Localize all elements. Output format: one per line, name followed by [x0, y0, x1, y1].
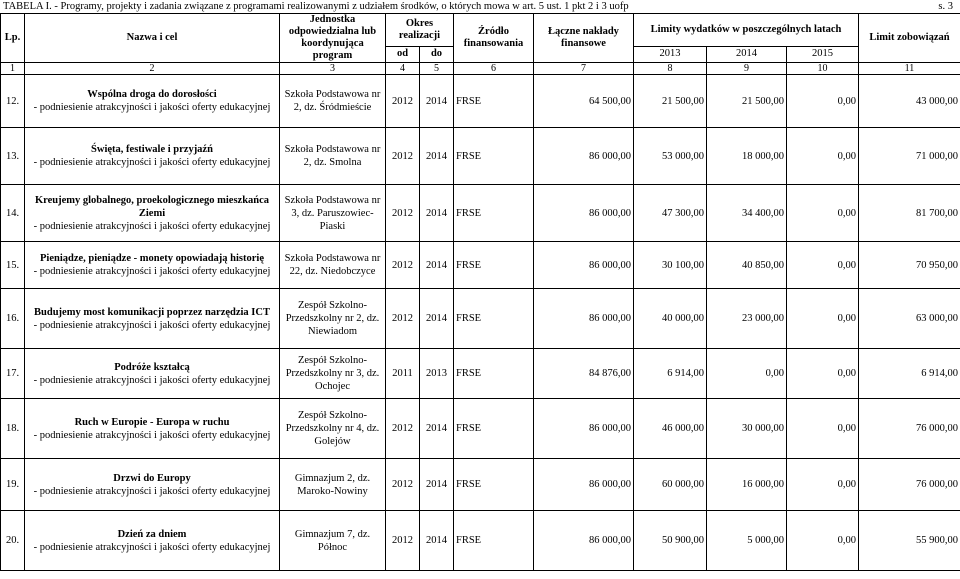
row-to: 2014 [420, 128, 454, 185]
row-limit-2014: 21 500,00 [707, 75, 787, 128]
row-program-purpose: - podniesienie atrakcyjności i jakości oferty edukacyjnej [33, 485, 271, 497]
row-limit-2013: 47 300,00 [634, 185, 707, 242]
row-source: FRSE [454, 289, 534, 349]
row-limit-2015: 0,00 [787, 289, 859, 349]
row-unit: Szkoła Podstawowa nr 22, dz. Niedobczyce [280, 242, 386, 289]
row-to: 2014 [420, 399, 454, 459]
row-to: 2014 [420, 511, 454, 571]
row-program-purpose: - podniesienie atrakcyjności i jakości oferty edukacyjnej [33, 541, 271, 553]
header-lp: Lp. [1, 14, 25, 63]
row-commitment: 6 914,00 [859, 349, 960, 399]
row-program-purpose: - podniesienie atrakcyjności i jakości oferty edukacyjnej [33, 319, 271, 331]
row-lp: 16. [1, 289, 25, 349]
row-limit-2015: 0,00 [787, 511, 859, 571]
header-2013: 2013 [634, 46, 707, 62]
row-limit-2015: 0,00 [787, 128, 859, 185]
row-source: FRSE [454, 75, 534, 128]
row-source: FRSE [454, 399, 534, 459]
row-unit: Gimnazjum 7, dz. Północ [280, 511, 386, 571]
row-source: FRSE [454, 511, 534, 571]
row-limit-2014: 16 000,00 [707, 459, 787, 511]
row-lp: 13. [1, 128, 25, 185]
row-unit: Szkoła Podstawowa nr 2, dz. Smolna [280, 128, 386, 185]
col-number: 7 [534, 63, 634, 75]
col-number: 6 [454, 63, 534, 75]
row-name-cell [25, 511, 280, 571]
row-lp: 19. [1, 459, 25, 511]
col-number: 3 [280, 63, 386, 75]
row-limit-2015: 0,00 [787, 242, 859, 289]
col-number: 2 [25, 63, 280, 75]
row-lp: 18. [1, 399, 25, 459]
row-program-name: Święta, festiwale i przyjaźń [91, 144, 213, 155]
row-to: 2014 [420, 185, 454, 242]
table-row [1, 511, 960, 571]
row-name-cell [25, 349, 280, 399]
header-period: Okres realizacji [386, 14, 454, 47]
row-total: 64 500,00 [534, 75, 634, 128]
header-commitments: Limit zobowiązań [859, 14, 960, 63]
row-total: 86 000,00 [534, 128, 634, 185]
column-numbers-row [1, 63, 960, 75]
table-body [1, 75, 960, 571]
row-commitment: 63 000,00 [859, 289, 960, 349]
row-total: 86 000,00 [534, 289, 634, 349]
row-from: 2012 [386, 75, 420, 128]
row-limit-2015: 0,00 [787, 75, 859, 128]
row-unit: Gimnazjum 2, dz. Maroko-Nowiny [280, 459, 386, 511]
row-unit: Szkoła Podstawowa nr 2, dz. Śródmieście [280, 75, 386, 128]
row-name-cell [25, 242, 280, 289]
row-program-name: Budujemy most komunikacji poprzez narzędzia ICT [34, 306, 270, 318]
row-limit-2014: 30 000,00 [707, 399, 787, 459]
row-unit: Zespół Szkolno-Przedszkolny nr 3, dz. Ochojec [280, 349, 386, 399]
row-limit-2014: 0,00 [707, 349, 787, 399]
row-limit-2013: 60 000,00 [634, 459, 707, 511]
row-from: 2012 [386, 399, 420, 459]
col-number: 5 [420, 63, 454, 75]
row-to: 2014 [420, 459, 454, 511]
header-source: Źródło finansowania [454, 14, 534, 63]
row-commitment: 76 000,00 [859, 459, 960, 511]
row-program-purpose: - podniesienie atrakcyjności i jakości oferty edukacyjnej [33, 102, 271, 113]
row-commitment: 43 000,00 [859, 75, 960, 128]
row-program-purpose: - podniesienie atrakcyjności i jakości oferty edukacyjnej [33, 157, 271, 168]
header-row-1 [1, 14, 960, 30]
header-to: do [420, 46, 454, 62]
row-program-name: Podróże kształcą [114, 361, 190, 373]
col-number: 11 [859, 63, 960, 75]
row-limit-2014: 40 850,00 [707, 242, 787, 289]
row-program-name: Drzwi do Europy [113, 472, 191, 484]
row-limit-2014: 5 000,00 [707, 511, 787, 571]
row-lp: 15. [1, 242, 25, 289]
header-2015: 2015 [787, 46, 859, 62]
row-source: FRSE [454, 242, 534, 289]
row-source: FRSE [454, 185, 534, 242]
row-total: 86 000,00 [534, 511, 634, 571]
col-number: 4 [386, 63, 420, 75]
col-number: 10 [787, 63, 859, 75]
header-name: Nazwa i cel [25, 14, 280, 63]
row-to: 2014 [420, 242, 454, 289]
row-name-cell [25, 128, 280, 185]
col-number: 9 [707, 63, 787, 75]
row-limit-2013: 50 900,00 [634, 511, 707, 571]
row-total: 86 000,00 [534, 459, 634, 511]
row-limit-2014: 23 000,00 [707, 289, 787, 349]
row-limit-2015: 0,00 [787, 185, 859, 242]
row-limit-2014: 34 400,00 [707, 185, 787, 242]
row-commitment: 55 900,00 [859, 511, 960, 571]
table-title-line [3, 0, 957, 13]
row-name-cell [25, 289, 280, 349]
row-unit: Szkoła Podstawowa nr 3, dz. Paruszowiec-Piaski [280, 185, 386, 242]
row-limit-2013: 30 100,00 [634, 242, 707, 289]
row-program-name: Wspólna droga do dorosłości [87, 89, 217, 100]
row-limit-2015: 0,00 [787, 399, 859, 459]
row-lp: 14. [1, 185, 25, 242]
row-total: 86 000,00 [534, 185, 634, 242]
row-from: 2011 [386, 349, 420, 399]
row-from: 2012 [386, 242, 420, 289]
table-row [1, 349, 960, 399]
row-to: 2014 [420, 75, 454, 128]
row-commitment: 70 950,00 [859, 242, 960, 289]
row-lp: 20. [1, 511, 25, 571]
row-name-cell [25, 459, 280, 511]
row-from: 2012 [386, 511, 420, 571]
col-number: 8 [634, 63, 707, 75]
row-program-name: Kreujemy globalnego, proekologicznego mieszkańca Ziemi [34, 194, 270, 219]
row-limit-2013: 53 000,00 [634, 128, 707, 185]
row-program-purpose: - podniesienie atrakcyjności i jakości oferty edukacyjnej [33, 266, 271, 277]
row-total: 84 876,00 [534, 349, 634, 399]
row-limit-2013: 46 000,00 [634, 399, 707, 459]
row-program-name: Ruch w Europie - Europa w ruchu [74, 416, 230, 428]
row-limit-2015: 0,00 [787, 459, 859, 511]
table-title: TABELA I. - Programy, projekty i zadania związane z programami realizowanymi z udziałem środków, o których mowa w art. 5 ust. 1 pkt 2 i 3 uofp [3, 1, 629, 12]
row-from: 2012 [386, 128, 420, 185]
row-program-purpose: - podniesienie atrakcyjności i jakości oferty edukacyjnej [33, 220, 271, 232]
row-from: 2012 [386, 289, 420, 349]
row-source: FRSE [454, 459, 534, 511]
row-commitment: 71 000,00 [859, 128, 960, 185]
row-unit: Zespół Szkolno-Przedszkolny nr 4, dz. Golejów [280, 399, 386, 459]
row-commitment: 76 000,00 [859, 399, 960, 459]
row-program-purpose: - podniesienie atrakcyjności i jakości oferty edukacyjnej [33, 429, 271, 441]
row-to: 2013 [420, 349, 454, 399]
row-program-name: Pieniądze, pieniądze - monety opowiadają historię [40, 253, 264, 264]
row-name-cell [25, 75, 280, 128]
header-total: Łączne nakłady finansowe [534, 14, 634, 63]
row-total: 86 000,00 [534, 242, 634, 289]
header-2014: 2014 [707, 46, 787, 62]
table-row [1, 289, 960, 349]
row-commitment: 81 700,00 [859, 185, 960, 242]
row-limit-2013: 21 500,00 [634, 75, 707, 128]
row-limit-2014: 18 000,00 [707, 128, 787, 185]
row-from: 2012 [386, 459, 420, 511]
row-source: FRSE [454, 349, 534, 399]
header-limits: Limity wydatków w poszczególnych latach [634, 14, 859, 47]
table-row [1, 185, 960, 242]
programs-table [0, 13, 960, 571]
row-lp: 17. [1, 349, 25, 399]
row-source: FRSE [454, 128, 534, 185]
row-name-cell [25, 185, 280, 242]
row-total: 86 000,00 [534, 399, 634, 459]
header-from: od [386, 46, 420, 62]
row-limit-2015: 0,00 [787, 349, 859, 399]
table-row [1, 242, 960, 289]
table-row [1, 399, 960, 459]
page-number: s. 3 [938, 1, 953, 12]
header-unit: Jednostka odpowiedzialna lub koordynująca program [280, 14, 386, 63]
row-program-purpose: - podniesienie atrakcyjności i jakości oferty edukacyjnej [33, 374, 271, 386]
row-name-cell [25, 399, 280, 459]
row-unit: Zespół Szkolno-Przedszkolny nr 2, dz. Niewiadom [280, 289, 386, 349]
row-limit-2013: 6 914,00 [634, 349, 707, 399]
row-from: 2012 [386, 185, 420, 242]
col-number: 1 [1, 63, 25, 75]
row-limit-2013: 40 000,00 [634, 289, 707, 349]
row-to: 2014 [420, 289, 454, 349]
table-row [1, 459, 960, 511]
table-row [1, 128, 960, 185]
row-lp: 12. [1, 75, 25, 128]
row-program-name: Dzień za dniem [117, 528, 187, 540]
table-row [1, 75, 960, 128]
